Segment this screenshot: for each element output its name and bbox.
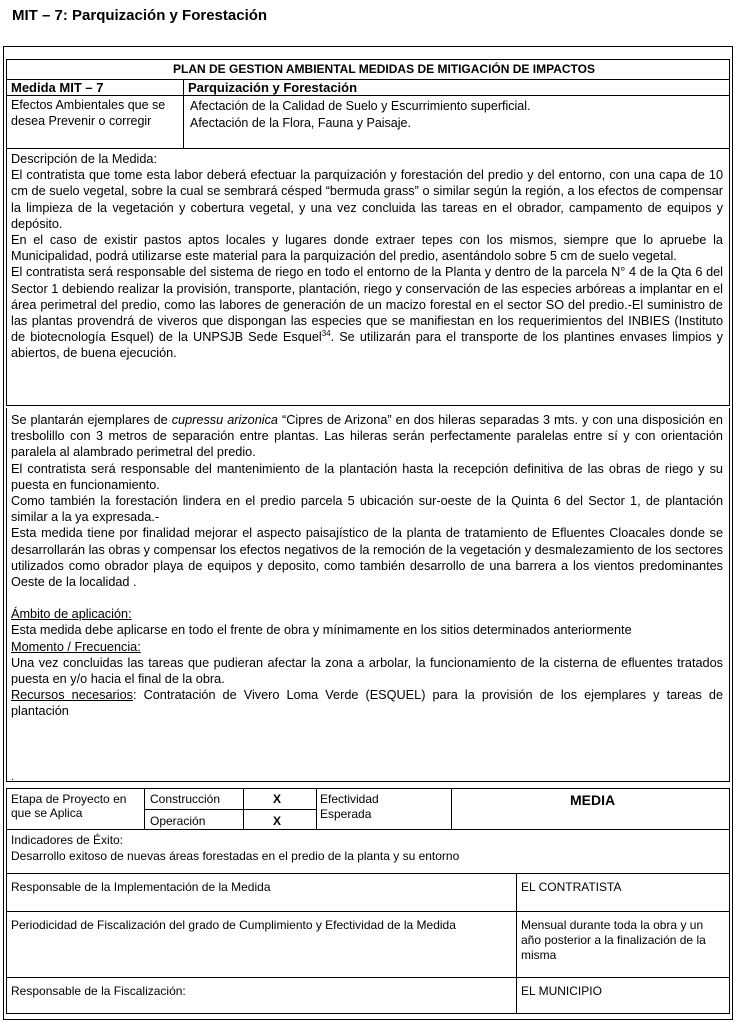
etapa-label: Etapa de Proyecto en que se Aplica: [11, 792, 127, 820]
periodicidad-label: Periodicidad de Fiscalización del grado de Cumplimiento y Efectividad de la Medida: [11, 918, 456, 932]
etapa-row: [6, 788, 730, 830]
ambito-heading: Ámbito de aplicación:: [11, 607, 132, 622]
ambito-text: Esta medida debe aplicarse en todo el frente de obra y mínimamente en los sitios determinados anteriormente: [11, 623, 632, 638]
indicadores-label: Indicadores de Éxito:: [11, 833, 124, 847]
construccion-mark: X: [273, 792, 282, 806]
efectos-label: Efectos Ambientales que se desea Prevenir o corregir: [11, 98, 166, 128]
momento-heading: Momento / Frecuencia:: [11, 639, 141, 654]
medida-value: Parquización y Forestación: [188, 80, 358, 95]
footnote-ref: 34: [321, 329, 331, 338]
operacion-mark: X: [273, 814, 282, 828]
responsable-impl-row: [6, 874, 730, 912]
periodicidad-row: [6, 912, 730, 978]
responsable-fisc-value: EL MUNICIPIO: [521, 984, 602, 998]
medida-label: Medida MIT – 7: [11, 80, 104, 95]
periodicidad-value: Mensual durante toda la obra y un año posterior a la finalización de la misma: [521, 918, 706, 962]
medida-row: [6, 79, 730, 95]
construccion-label: Construcción: [150, 792, 221, 806]
indicadores-row: [6, 830, 730, 874]
operacion-label: Operación: [150, 814, 206, 828]
efecto-2: Afectación de la Flora, Fauna y Paisaje.: [190, 116, 411, 130]
descripcion-cont-section: [6, 408, 730, 782]
momento-text: Una vez concluidas las tareas que pudieran afectar la zona a arbolar, la funcionamiento de la cisterna de efluentes tratados puesta en y/o hacia el final de la obra.: [11, 655, 723, 687]
stray-dot: .: [11, 772, 14, 783]
plantacion-p1-b: “Cipres de Arizona” en dos hileras separadas 3 mts. y con una disposición en tresbolillo con 3 metros de separación entre plantas. Las hileras serán perfectamente paralelas entre sí y con orientación paralela al alambrado perimetral del predio.: [11, 413, 723, 460]
descripcion-p3-a: El contratista será responsable del sistema de riego en todo el entorno de la Planta y dentro de la parcela N° 4 de la Qta 6 del Sector 1 debiendo realizar la provisión, transporte, plantación, riego y conservación de las especies arbóreas a implantar en el área perimetral del predio, como las labores de generación de un macizo forestal en el sector SO del predio.-El suministro de las plantas provendrá de viveros que dispongan las especies que se manifiestan en los requerimientos del INBIES (Instituto de biotecnología Esquel) de la UNPSJB Sede Esquel: [11, 265, 723, 345]
page-title: MIT – 7: Parquización y Forestación: [12, 7, 268, 24]
descripcion-p1: El contratista que tome esta labor deberá efectuar la parquización y forestación del predio y del entorno, con una capa de 10 cm de suelo vegetal, sobre la cual se sembrará césped “bermuda grass” o similar según la región, a los efectos de compensar la limpieza de la vegetación y cobertura vegetal, y una vez concluida las tareas en el obrador, campamento de equipos y depósito.: [11, 168, 723, 231]
recursos-text: : Contratación de Vivero Loma Verde (ESQUEL) para la provisión de los ejemplares y tareas de plantación: [11, 688, 724, 719]
efectividad-label: Efectividad Esperada: [320, 792, 379, 821]
responsable-impl-label: Responsable de la Implementación de la Medida: [11, 880, 271, 894]
descripcion-p3-b: . Se utilizarán para el transporte de los plantines envases limpios y abiertos, de buena ejecución.: [11, 330, 723, 361]
plantacion-p3: Como también la forestación lindera en el predio parcela 5 ubicación sur-oeste de la Quinta 6 del Sector 1, de plantación similar a la ya expresada.-: [11, 494, 723, 525]
plantacion-p1: [11, 412, 723, 461]
responsable-fisc-label: Responsable de la Fiscalización:: [11, 984, 186, 998]
responsable-fisc-row: [6, 978, 730, 1014]
recursos-heading: Recursos necesarios: [11, 688, 133, 703]
plantacion-p1-a: Se plantarán ejemplares de: [11, 413, 172, 427]
species-name: cupressu arizonica: [171, 413, 278, 427]
recursos: [11, 687, 723, 719]
plantacion-p4: Esta medida tiene por finalidad mejorar el aspecto paisajístico de la planta de tratamiento de Efluentes Cloacales donde se desarrollarán las obras y compensar los efectos negativos de la remoción de la vegetación y desmalezamiento de los sectores utilizados como obrador playa de equipos y deposito, como también desarrollo de una barrera a los vientos predominantes Oeste de la localidad .: [11, 526, 723, 590]
efectividad-value: MEDIA: [570, 792, 616, 808]
plantacion-p2: El contratista será responsable del mantenimiento de la plantación hasta la recepción definitiva de las obras de riego y su puesta en funcionamiento.: [11, 461, 723, 492]
descripcion-section: [6, 148, 730, 406]
plan-header: PLAN DE GESTION AMBIENTAL MEDIDAS DE MITIGACIÓN DE IMPACTOS: [6, 59, 730, 79]
responsable-impl-value: EL CONTRATISTA: [521, 880, 622, 894]
indicadores-text: Desarrollo exitoso de nuevas áreas forestadas en el predio de la planta y su entorno: [11, 849, 460, 863]
efectos-values: [190, 98, 530, 132]
descripcion-p2: En el caso de existir pastos aptos locales y lugares donde extraer tepes con los mismos, siempre que lo apruebe la Municipalidad, podrá utilizarse este material para la parquización del predio, asentándolo sobre 5 cm de suelo vegetal.: [11, 233, 723, 264]
descripcion-p3: [11, 264, 723, 361]
efecto-1: Afectación de la Calidad de Suelo y Escurrimiento superficial.: [190, 99, 531, 113]
efectos-row: [6, 95, 730, 148]
descripcion-heading: Descripción de la Medida:: [11, 152, 157, 166]
